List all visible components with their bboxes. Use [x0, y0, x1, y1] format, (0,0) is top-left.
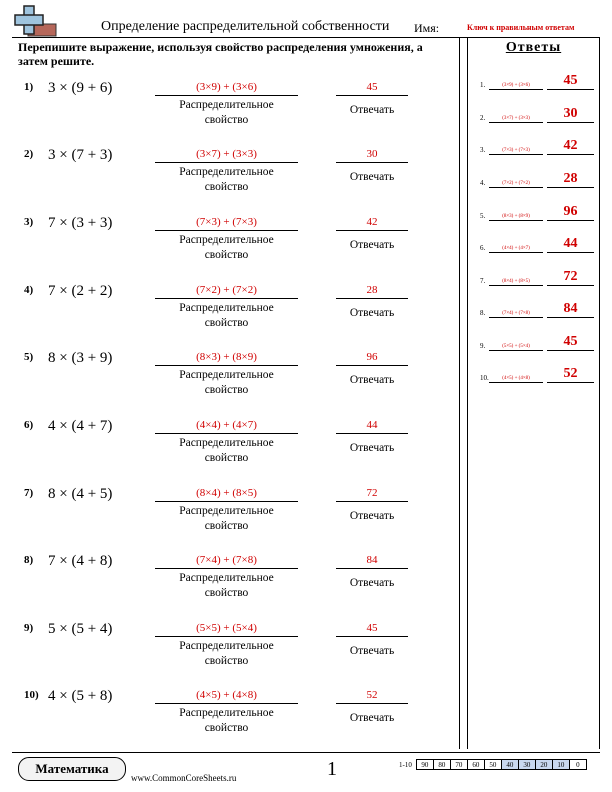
problem-expression: 3 × (7 + 3)	[48, 147, 113, 163]
problem-number: 8)	[24, 554, 34, 566]
answer-label: Отвечать	[349, 171, 395, 183]
key-number: 1.	[480, 81, 486, 89]
key-distributive-line	[489, 154, 543, 155]
key-distributive-line	[489, 220, 543, 221]
problem-row	[0, 689, 459, 759]
answer-value[interactable]: 45	[366, 622, 378, 634]
key-distributive: (8×4) + (8×5)	[502, 279, 530, 284]
answer-blank-line	[336, 162, 408, 163]
page-number: 1	[327, 758, 337, 780]
key-answer-line	[547, 89, 594, 90]
distributive-answer[interactable]: (7×2) + (7×2)	[196, 284, 257, 296]
problem-expression: 7 × (4 + 8)	[48, 553, 113, 569]
column-divider	[467, 37, 468, 749]
distributive-label: Распределительное свойство	[179, 640, 274, 667]
answer-blank-line	[336, 501, 408, 502]
key-number: 9.	[480, 342, 486, 350]
answer-value[interactable]: 45	[366, 81, 378, 93]
key-answer-line	[547, 285, 594, 286]
key-number: 6.	[480, 244, 486, 252]
score-cell: 30	[518, 760, 535, 770]
key-answer: 45	[563, 334, 578, 349]
key-distributive: (4×5) + (4×8)	[502, 376, 530, 381]
worksheet-title: Определение распределительной собственности	[101, 19, 390, 34]
plus-minus-logo-icon	[12, 4, 58, 38]
key-answer-line	[547, 187, 594, 188]
problem-expression: 8 × (4 + 5)	[48, 486, 113, 502]
key-number: 10.	[480, 374, 489, 382]
distributive-blank-line	[155, 433, 298, 434]
key-distributive-line	[489, 187, 543, 188]
score-cell: 20	[535, 760, 552, 770]
key-number: 8.	[480, 309, 486, 317]
score-cell: 0	[569, 760, 586, 770]
key-answer: 45	[563, 73, 578, 88]
problem-number: 3)	[24, 216, 34, 228]
distributive-label: Распределительное свойство	[179, 166, 274, 193]
distributive-answer[interactable]: (7×4) + (7×8)	[196, 554, 257, 566]
key-answer: 52	[563, 366, 578, 381]
distributive-answer[interactable]: (8×3) + (8×9)	[196, 351, 257, 363]
key-distributive: (3×7) + (3×3)	[502, 116, 530, 121]
problem-row	[0, 554, 459, 624]
answer-label: Отвечать	[349, 712, 395, 724]
answer-blank-line	[336, 230, 408, 231]
problem-row	[0, 487, 459, 557]
distributive-label: Распределительное свойство	[179, 707, 274, 734]
distributive-blank-line	[155, 95, 298, 96]
key-answer-line	[547, 154, 594, 155]
distributive-label: Распределительное свойство	[179, 234, 274, 261]
problem-number: 2)	[24, 148, 34, 160]
score-cell: 40	[501, 760, 518, 770]
answer-label: Отвечать	[349, 577, 395, 589]
key-answer: 96	[563, 204, 578, 219]
problem-expression: 7 × (2 + 2)	[48, 283, 113, 299]
answer-blank-line	[336, 365, 408, 366]
distributive-blank-line	[155, 568, 298, 569]
instructions: Перепишите выражение, используя свойство распределения умножения, а затем решите.	[18, 40, 423, 68]
problem-expression: 3 × (9 + 6)	[48, 80, 113, 96]
key-distributive-line	[489, 122, 543, 123]
key-distributive-line	[489, 317, 543, 318]
key-answer: 44	[563, 236, 578, 251]
distributive-answer[interactable]: (3×7) + (3×3)	[196, 148, 257, 160]
distributive-answer[interactable]: (5×5) + (5×4)	[196, 622, 257, 634]
problem-expression: 5 × (5 + 4)	[48, 621, 113, 637]
key-number: 3.	[480, 146, 486, 154]
key-distributive-line	[489, 382, 543, 383]
name-label: Имя:	[414, 21, 440, 35]
answers-heading: Ответы	[505, 40, 562, 55]
distributive-answer[interactable]: (4×5) + (4×8)	[196, 689, 257, 701]
key-answer: 72	[563, 269, 578, 284]
answer-label: Отвечать	[349, 104, 395, 116]
key-distributive: (8×3) + (8×9)	[502, 214, 530, 219]
key-answer: 28	[563, 171, 578, 186]
distributive-blank-line	[155, 365, 298, 366]
answer-value[interactable]: 28	[366, 284, 378, 296]
key-distributive-line	[489, 350, 543, 351]
distributive-label: Распределительное свойство	[179, 505, 274, 532]
distributive-answer[interactable]: (8×4) + (8×5)	[196, 487, 257, 499]
site-link[interactable]: www.CommonCoreSheets.ru	[131, 773, 237, 783]
score-table	[397, 759, 587, 770]
problem-expression: 7 × (3 + 3)	[48, 215, 113, 231]
answer-label: Отвечать	[349, 239, 395, 251]
problem-number: 6)	[24, 419, 34, 431]
answer-value[interactable]: 30	[366, 148, 378, 160]
score-cell: 10	[552, 760, 569, 770]
problem-number: 1)	[24, 81, 34, 93]
key-distributive-line	[489, 89, 543, 90]
answer-value[interactable]: 96	[366, 351, 378, 363]
distributive-blank-line	[155, 298, 298, 299]
answer-label: Отвечать	[349, 442, 395, 454]
key-distributive: (3×9) + (3×6)	[502, 83, 530, 88]
score-cell: 50	[484, 760, 501, 770]
answer-blank-line	[336, 703, 408, 704]
key-answer-line	[547, 220, 594, 221]
answer-value[interactable]: 84	[366, 554, 378, 566]
answer-blank-line	[336, 433, 408, 434]
score-cell: 90	[416, 760, 433, 770]
answer-blank-line	[336, 95, 408, 96]
score-label: 1-10	[399, 760, 412, 769]
key-number: 5.	[480, 212, 486, 220]
score-cell: 80	[433, 760, 450, 770]
right-border	[599, 37, 600, 749]
key-answer-line	[547, 317, 594, 318]
problem-expression: 4 × (4 + 7)	[48, 418, 113, 434]
problem-row	[0, 622, 459, 692]
problem-number: 7)	[24, 487, 34, 499]
distributive-blank-line	[155, 162, 298, 163]
distributive-blank-line	[155, 501, 298, 502]
distributive-label: Распределительное свойство	[179, 572, 274, 599]
subject-badge: Математика	[18, 757, 126, 781]
key-distributive: (7×2) + (7×2)	[502, 181, 530, 186]
key-distributive: (7×3) + (7×3)	[502, 148, 530, 153]
key-answer-line	[547, 382, 594, 383]
answer-value[interactable]: 42	[366, 216, 378, 228]
answer-blank-line	[336, 298, 408, 299]
answer-blank-line	[336, 568, 408, 569]
answer-label: Отвечать	[349, 510, 395, 522]
distributive-label: Распределительное свойство	[179, 369, 274, 396]
footer-divider	[12, 752, 600, 753]
distributive-label: Распределительное свойство	[179, 437, 274, 464]
problem-number: 4)	[24, 284, 34, 296]
score-cell: 60	[467, 760, 484, 770]
problem-number: 5)	[24, 351, 34, 363]
answer-blank-line	[336, 636, 408, 637]
key-answer: 30	[563, 106, 578, 121]
key-number: 4.	[480, 179, 486, 187]
header-divider	[12, 37, 600, 38]
answer-value[interactable]: 44	[366, 419, 378, 431]
key-distributive-line	[489, 252, 543, 253]
key-answer-line	[547, 350, 594, 351]
problem-number: 10)	[24, 689, 39, 701]
answer-label: Отвечать	[349, 645, 395, 657]
key-answer: 84	[563, 301, 578, 316]
problem-row	[0, 419, 459, 489]
key-distributive: (7×4) + (7×8)	[502, 311, 530, 316]
problem-expression: 8 × (3 + 9)	[48, 350, 113, 366]
key-number: 7.	[480, 277, 486, 285]
problem-number: 9)	[24, 622, 34, 634]
distributive-blank-line	[155, 636, 298, 637]
score-row	[397, 760, 586, 770]
distributive-blank-line	[155, 230, 298, 231]
distributive-blank-line	[155, 703, 298, 704]
answer-value[interactable]: 52	[366, 689, 378, 701]
key-answer-line	[547, 122, 594, 123]
distributive-label: Распределительное свойство	[179, 99, 274, 126]
key-distributive-line	[489, 285, 543, 286]
column-divider	[459, 37, 460, 749]
answer-label: Отвечать	[349, 307, 395, 319]
key-answer-line	[547, 252, 594, 253]
distributive-answer[interactable]: (3×9) + (3×6)	[196, 81, 257, 93]
distributive-answer[interactable]: (7×3) + (7×3)	[196, 216, 257, 228]
answer-value[interactable]: 72	[366, 487, 378, 499]
key-answer: 42	[563, 138, 578, 153]
distributive-answer[interactable]: (4×4) + (4×7)	[196, 419, 257, 431]
key-distributive: (5×5) + (5×4)	[502, 344, 530, 349]
problem-expression: 4 × (5 + 8)	[48, 688, 113, 704]
key-number: 2.	[480, 114, 486, 122]
answer-label: Отвечать	[349, 374, 395, 386]
key-distributive: (4×4) + (4×7)	[502, 246, 530, 251]
answer-key-label: Ключ к правильным ответам	[467, 23, 575, 32]
distributive-label: Распределительное свойство	[179, 302, 274, 329]
score-cell: 70	[450, 760, 467, 770]
